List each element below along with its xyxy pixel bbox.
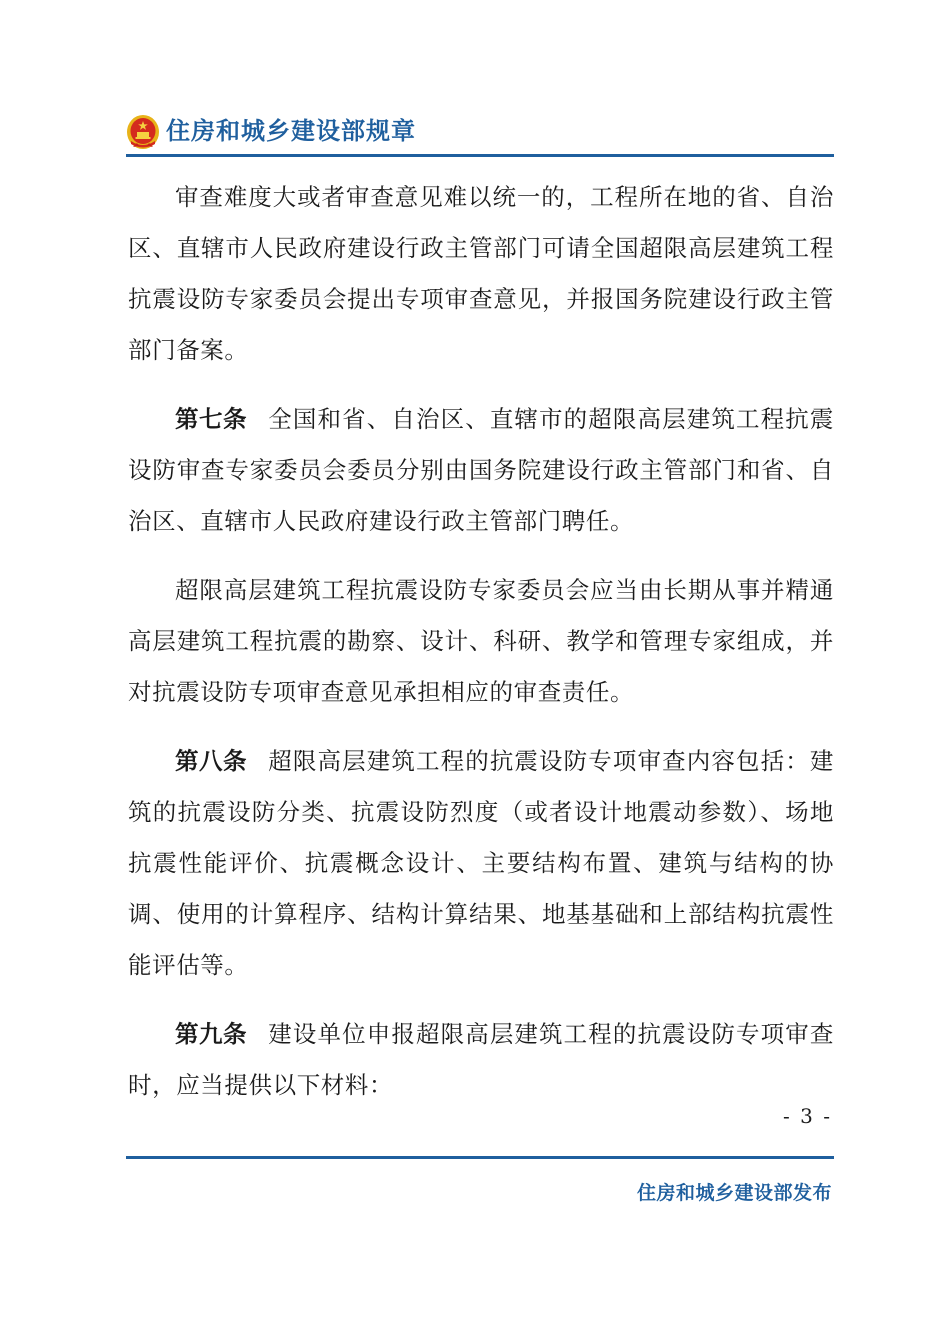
article-9 [128,1009,834,1111]
article-7 [128,394,834,547]
publisher-footer: 住房和城乡建设部发布 [636,1182,832,1204]
document-body [128,172,834,1111]
article-7-paragraph-2 [128,565,834,718]
paragraph-continuation [128,172,834,376]
article-label: 第七条 [175,405,248,433]
paragraph-text: 全国和省、自治区、直辖市的超限高层建筑工程抗震设防审查专家委员会委员分别由国务院建设行政主管部门和省、自治区、直辖市人民政府建设行政主管部门聘任。 [128,405,834,535]
paragraph-text: 建设单位申报超限高层建筑工程的抗震设防专项审查时，应当提供以下材料： [128,1020,834,1099]
document-header [126,112,832,156]
paragraph-text: 审查难度大或者审查意见难以统一的，工程所在地的省、自治区、直辖市人民政府建设行政主管部门可请全国超限高层建筑工程抗震设防专家委员会提出专项审查意见，并报国务院建设行政主管部门备案。 [128,183,834,364]
paragraph-text: 超限高层建筑工程抗震设防专家委员会应当由长期从事并精通高层建筑工程抗震的勘察、设计、科研、教学和管理专家组成，并对抗震设防专项审查意见承担相应的审查责任。 [128,576,834,706]
page-number: - 3 - [783,1104,832,1128]
article-label: 第八条 [175,747,248,775]
document-series-title: 住房和城乡建设部规章 [166,117,416,145]
header-divider [126,154,834,157]
article-label: 第九条 [175,1020,248,1048]
footer-divider [126,1156,834,1159]
national-emblem-icon [126,114,160,150]
paragraph-text: 超限高层建筑工程的抗震设防专项审查内容包括：建筑的抗震设防分类、抗震设防烈度（或者设计地震动参数）、场地抗震性能评价、抗震概念设计、主要结构布置、建筑与结构的协调、使用的计算程序、结构计算结果、地基基础和上部结构抗震性能评估等。 [128,747,834,979]
article-8 [128,736,834,991]
